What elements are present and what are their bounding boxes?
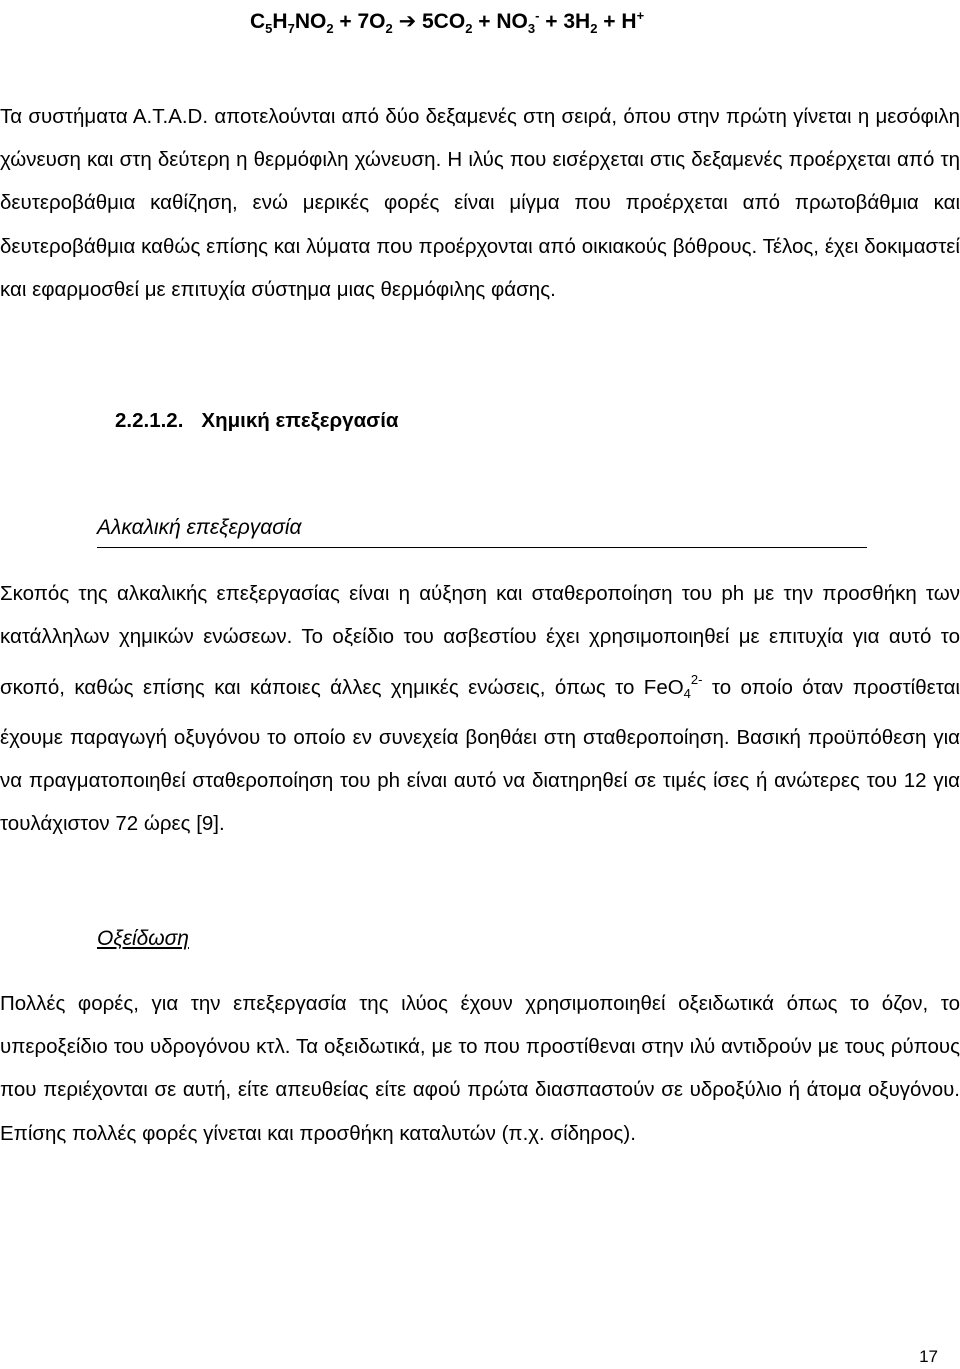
eq-term: C [250,10,266,33]
eq-term: H [272,10,288,33]
eq-term: + 3H [539,10,591,33]
eq-superscript: + [636,8,645,23]
section-number: 2.2.1.2. [115,409,184,432]
paragraph-text: Σκοπός της αλκαλικής επεξεργασίας είναι η αύξηση και σταθεροποίηση του ph με την προσθήκη των κατάλληλων χημικών ενώσεων. Το οξείδιο του ασβεστίου έχει χρησιμοποιηθεί με επιτυχία για αυτό το σκοπό, καθώς επίσης και κάποιες άλλες χημικές ενώσεις, όπως το FeO [0,582,960,700]
eq-subscript: 2 [326,21,334,37]
subsection-underline-rule [97,547,867,548]
eq-term: + NO [472,10,528,33]
formula-superscript: 2- [690,672,703,688]
section-title: Χημική επεξεργασία [201,409,399,432]
eq-term: NO [294,10,327,33]
eq-subscript: 5 [265,21,273,37]
eq-term: + 7O [333,10,386,33]
eq-term: 5CO [422,10,466,33]
paragraph-text: το οποίο όταν προστίθεται έχουμε παραγωγή οξυγόνου το οποίο εν συνεχεία βοηθάει στη σταθεροποίηση. Βασική προϋπόθεση για να πραγματοποιηθεί σταθεροποίηση του ph είναι αυτό να διατηρηθεί σε τιμές ίσες ή ανώτερες του 12 για τουλάχιστον 72 ώρες [9]. [0,676,960,836]
subsection-oxidation-title: Οξείδωση [97,927,189,950]
paragraph-atad-systems: Τα συστήματα Α.Τ.Α.D. αποτελούνται από δύο δεξαμενές στη σειρά, όπου στην πρώτη γίνεται η μεσόφιλη χώνευση και στη δεύτερη η θερμόφιλη χώνευση. Η ιλύς που εισέρχεται στις δεξαμενές προέρχεται από τη δευτεροβάθμια καθίζηση, ενώ μερικές φορές είναι μίγμα που προέρχεται από πρωτοβάθμια και δευτεροβάθμια καθώς επίσης και λύματα που προέρχονται από οικιακούς βόθρους. Τέλος, έχει δοκιμαστεί και εφαρμοσθεί με επιτυχία σύστημα μιας θερμόφιλης φάσης. [0,105,960,301]
eq-superscript: - [535,8,540,23]
chemical-equation [250,2,644,43]
eq-subscript: 2 [385,21,393,37]
reaction-arrow-icon: ➔ [392,10,422,33]
eq-subscript: 2 [465,21,473,37]
paragraph-oxidation: Πολλές φορές, για την επεξεργασία της ιλύος έχουν χρησιμοποιηθεί οξειδωτικά όπως το όζον, το υπεροξείδιο του υδρογόνου κτλ. Τα οξειδωτικά, με το που προστίθεναι στην ιλύ αντιδρούν με τους ρύπους που περιέχονται σε αυτή, είτε απευθείας είτε αφού πρώτα διασπαστούν σε υδροξύλιο ή άτομα οξυγόνου. Επίσης πολλές φορές γίνεται και προσθήκη καταλυτών (π.χ. σίδηρος). [0,992,960,1145]
eq-term: + H [597,10,637,33]
page-number: 17 [919,1347,938,1366]
formula-subscript: 4 [683,686,691,702]
eq-subscript: 7 [287,21,295,37]
eq-subscript: 3 [527,21,536,37]
paragraph-alkaline-treatment [0,572,960,845]
eq-subscript: 2 [590,21,598,37]
section-heading [115,406,399,436]
subsection-alkaline-title: Αλκαλική επεξεργασία [97,516,302,539]
